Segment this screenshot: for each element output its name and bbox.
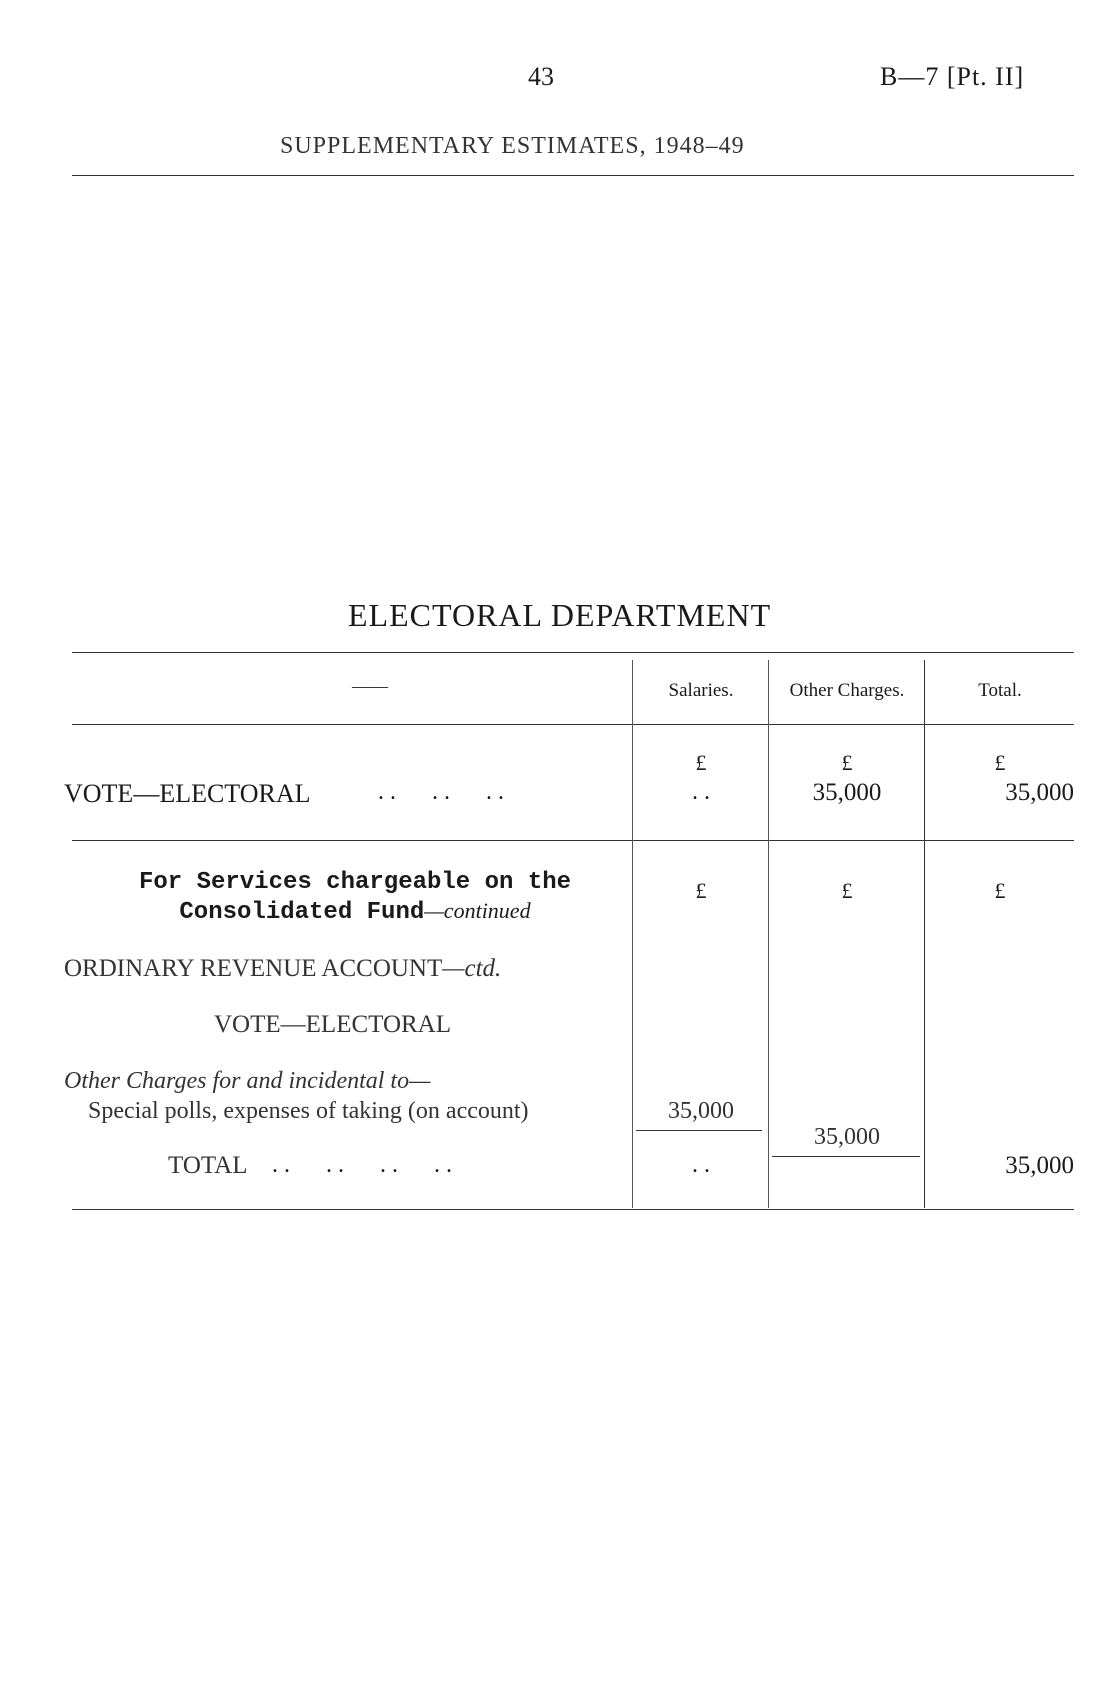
table-bottom-rule bbox=[72, 1209, 1074, 1210]
total-leader-dots: . . . . . . . . bbox=[272, 1152, 452, 1178]
column-divider-salaries bbox=[632, 660, 633, 1208]
other-charges-subtotal-rule bbox=[772, 1156, 920, 1157]
summary-total-currency: £ bbox=[994, 750, 1006, 775]
summary-other-currency: £ bbox=[841, 750, 853, 775]
account-label-text: ORDINARY REVENUE ACCOUNT bbox=[64, 955, 443, 982]
charges-intro: Other Charges for and incidental to— bbox=[64, 1068, 431, 1094]
summary-total-value: 35,000 bbox=[1005, 779, 1074, 806]
detail-vote-label: VOTE—ELECTORAL bbox=[214, 1011, 452, 1038]
detail-heading-line2 bbox=[90, 898, 620, 926]
summary-vote-label: VOTE—ELECTORAL bbox=[64, 779, 311, 808]
detail-other-currency: £ bbox=[841, 878, 853, 903]
salaries-column-header: Salaries. bbox=[668, 680, 734, 701]
running-title: SUPPLEMENTARY ESTIMATES, 1948–49 bbox=[280, 133, 745, 159]
column-divider-total bbox=[924, 660, 925, 1208]
summary-salaries-value: . . bbox=[692, 779, 710, 805]
detail-heading-fund: Consolidated Fund bbox=[179, 899, 425, 926]
item-label: Special polls, expenses of taking (on account) bbox=[88, 1098, 529, 1124]
detail-salaries-currency: £ bbox=[695, 878, 707, 903]
document-reference: B—7 [Pt. II] bbox=[880, 62, 1025, 91]
department-title: ELECTORAL DEPARTMENT bbox=[348, 597, 772, 633]
other-charges-column-header: Other Charges. bbox=[789, 680, 905, 701]
summary-salaries-currency: £ bbox=[695, 750, 707, 775]
page-number: 43 bbox=[528, 62, 554, 91]
total-salaries-value: . . bbox=[692, 1152, 710, 1178]
account-label-suffix: —ctd. bbox=[442, 955, 502, 982]
header-rule bbox=[72, 175, 1074, 176]
salaries-subtotal-rule bbox=[636, 1130, 762, 1131]
detail-heading-line1: For Services chargeable on the bbox=[138, 869, 572, 896]
total-column-header: Total. bbox=[978, 680, 1022, 701]
column-divider-other bbox=[768, 660, 769, 1208]
table-top-rule bbox=[72, 652, 1074, 653]
item-salaries-column-value: 35,000 bbox=[668, 1098, 734, 1124]
summary-leader-dots: . . . . . . bbox=[378, 779, 504, 805]
blank-column-header: —— bbox=[352, 676, 388, 696]
total-label: TOTAL bbox=[168, 1152, 248, 1179]
account-label bbox=[64, 955, 501, 983]
detail-heading-continued: —continued bbox=[424, 898, 531, 923]
total-value: 35,000 bbox=[1005, 1152, 1074, 1179]
detail-total-currency: £ bbox=[994, 878, 1006, 903]
summary-other-charges-value: 35,000 bbox=[812, 779, 882, 806]
item-other-charges-value: 35,000 bbox=[814, 1124, 880, 1150]
